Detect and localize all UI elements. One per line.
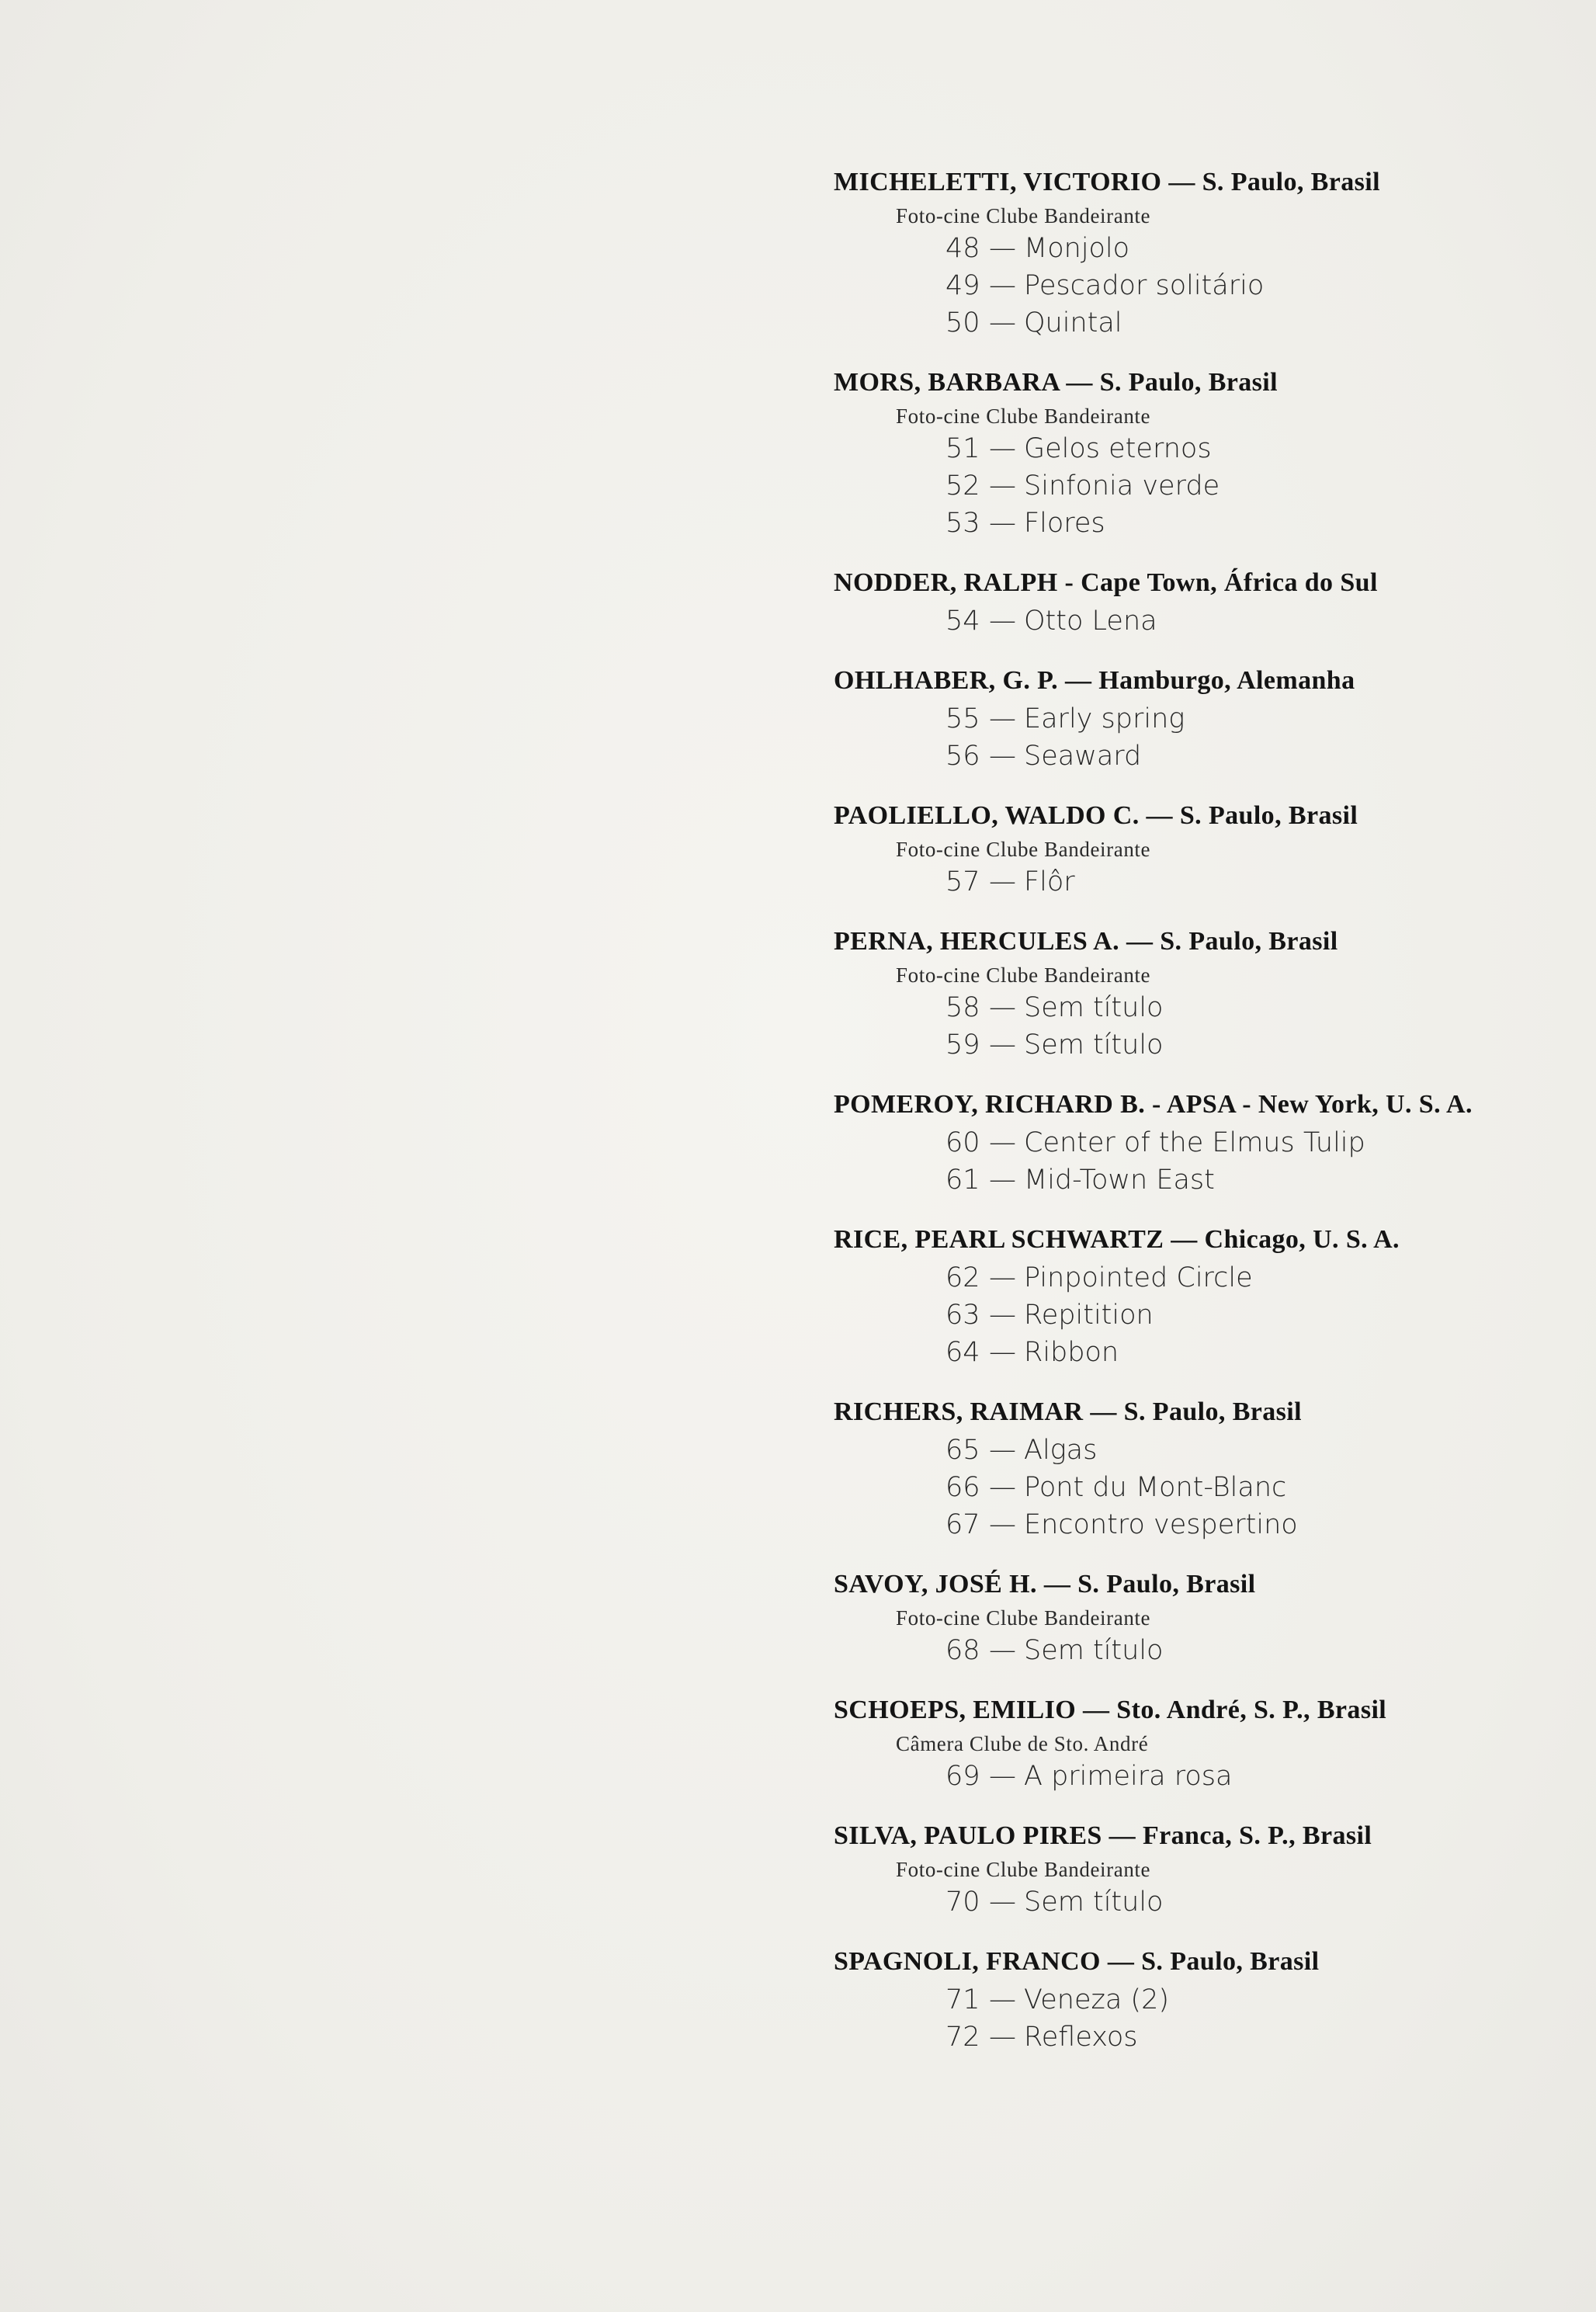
work-number: 62: [945, 1262, 980, 1293]
exhibitor-name: MORS, BARBARA: [834, 368, 1060, 397]
exhibitor-header: [834, 1565, 1517, 1604]
work-item: [945, 1632, 1517, 1669]
work-title: Encontro vespertino: [1024, 1509, 1298, 1540]
exhibitor-header: [834, 1085, 1517, 1124]
separator-dash: —: [989, 703, 1016, 734]
exhibitor-name: NODDER, RALPH: [834, 568, 1058, 597]
separator-dash: —: [989, 433, 1016, 464]
exhibitor-location: — S. Paulo, Brasil: [1146, 801, 1358, 830]
exhibitor-location: — S. Paulo, Brasil: [1107, 1947, 1320, 1976]
club-name: Foto-cine Clube Bandeirante: [896, 838, 1151, 861]
work-number: 49: [945, 270, 980, 301]
works-list: [834, 989, 1517, 1064]
work-number: 70: [945, 1887, 980, 1918]
work-title: Ribbon: [1024, 1337, 1119, 1368]
works-list: [834, 1981, 1517, 2056]
work-item: [945, 1469, 1517, 1506]
work-item: [945, 1506, 1517, 1543]
work-title: Repitition: [1024, 1300, 1154, 1331]
work-item: [945, 738, 1517, 775]
separator-dash: —: [989, 866, 1016, 897]
separator-dash: —: [989, 1635, 1016, 1666]
exhibitor-entry: [834, 1565, 1517, 1669]
exhibitor-location: — S. Paulo, Brasil: [1168, 168, 1380, 196]
work-title: Seaward: [1024, 741, 1142, 772]
exhibitor-location: - Cape Town, África do Sul: [1064, 568, 1378, 597]
exhibitor-entry: [834, 1942, 1517, 2056]
exhibitor-header: [834, 163, 1517, 202]
separator-dash: —: [989, 2022, 1016, 2053]
work-number: 51: [945, 433, 980, 464]
work-title: Pont du Mont-Blanc: [1024, 1472, 1287, 1503]
club-name: Foto-cine Clube Bandeirante: [896, 1606, 1151, 1630]
exhibitor-header: [834, 1942, 1517, 1981]
work-number: 50: [945, 307, 980, 338]
work-title: A primeira rosa: [1024, 1761, 1233, 1792]
separator-dash: —: [989, 1300, 1016, 1331]
work-title: Pescador solitário: [1024, 270, 1265, 301]
work-item: [945, 1334, 1517, 1371]
separator-dash: —: [989, 1127, 1016, 1158]
exhibitor-entry: [834, 363, 1517, 542]
works-list: [834, 1124, 1517, 1199]
work-title: Sem título: [1024, 992, 1164, 1023]
separator-dash: —: [989, 470, 1016, 502]
work-item: [945, 1981, 1517, 2019]
works-list: [834, 230, 1517, 342]
work-title: Sem título: [1024, 1029, 1164, 1061]
work-item: [945, 267, 1517, 304]
work-number: 65: [945, 1435, 980, 1466]
work-title: Sinfonia verde: [1024, 470, 1220, 502]
work-item: [945, 863, 1517, 901]
work-title: Sem título: [1024, 1887, 1164, 1918]
work-number: 63: [945, 1300, 980, 1331]
work-number: 61: [945, 1165, 980, 1196]
exhibitor-name: SCHOEPS, EMILIO: [834, 1696, 1077, 1724]
work-number: 48: [945, 233, 980, 264]
separator-dash: —: [989, 606, 1016, 637]
exhibitor-entry: [834, 922, 1517, 1064]
work-item: [945, 230, 1517, 267]
work-item: [945, 467, 1517, 505]
work-number: 58: [945, 992, 980, 1023]
works-list: [834, 1259, 1517, 1371]
exhibitor-name: OHLHABER, G. P.: [834, 666, 1059, 695]
works-list: [834, 602, 1517, 640]
work-number: 54: [945, 606, 980, 637]
separator-dash: —: [989, 307, 1016, 338]
work-title: Monjolo: [1024, 233, 1130, 264]
separator-dash: —: [989, 1887, 1016, 1918]
works-list: [834, 1758, 1517, 1795]
club-name: Foto-cine Clube Bandeirante: [896, 963, 1151, 987]
work-number: 72: [945, 2022, 980, 2053]
exhibitor-name: PERNA, HERCULES A.: [834, 927, 1120, 956]
work-item: [945, 1297, 1517, 1334]
separator-dash: —: [989, 741, 1016, 772]
work-number: 64: [945, 1337, 980, 1368]
separator-dash: —: [989, 233, 1016, 264]
exhibitor-location: — Franca, S. P., Brasil: [1109, 1821, 1372, 1850]
work-title: Early spring: [1024, 703, 1185, 734]
exhibitor-location: — Sto. André, S. P., Brasil: [1082, 1696, 1387, 1724]
works-list: [834, 1883, 1517, 1921]
exhibitor-location: — S. Paulo, Brasil: [1090, 1397, 1303, 1426]
work-number: 52: [945, 470, 980, 502]
exhibitor-name: MICHELETTI, VICTORIO: [834, 168, 1162, 196]
work-item: [945, 505, 1517, 542]
exhibitor-list: [834, 163, 1517, 2078]
work-item: [945, 1432, 1517, 1469]
exhibitor-entry: [834, 1220, 1517, 1371]
exhibitor-name: SAVOY, JOSÉ H.: [834, 1570, 1037, 1599]
exhibitor-name: SPAGNOLI, FRANCO: [834, 1947, 1101, 1976]
exhibitor-name: SILVA, PAULO PIRES: [834, 1821, 1102, 1850]
work-item: [945, 2019, 1517, 2056]
exhibitor-entry: [834, 1817, 1517, 1921]
exhibitor-name: POMEROY, RICHARD B.: [834, 1090, 1146, 1119]
work-number: 57: [945, 866, 980, 897]
work-number: 53: [945, 508, 980, 539]
exhibitor-location: — Hamburgo, Alemanha: [1064, 666, 1355, 695]
work-title: Veneza (2): [1024, 1984, 1169, 2015]
work-title: Flôr: [1024, 866, 1075, 897]
club-name: Foto-cine Clube Bandeirante: [896, 204, 1151, 227]
club-name: Câmera Clube de Sto. André: [896, 1732, 1149, 1755]
separator-dash: —: [989, 270, 1016, 301]
work-item: [945, 430, 1517, 467]
work-title: Pinpointed Circle: [1024, 1262, 1253, 1293]
exhibitor-location: — Chicago, U. S. A.: [1171, 1225, 1400, 1254]
exhibitor-location: - APSA - New York, U. S. A.: [1152, 1090, 1473, 1119]
exhibitor-entry: [834, 797, 1517, 901]
work-item: [945, 1124, 1517, 1161]
separator-dash: —: [989, 1435, 1016, 1466]
work-item: [945, 1758, 1517, 1795]
work-number: 55: [945, 703, 980, 734]
separator-dash: —: [989, 1337, 1016, 1368]
exhibitor-header: [834, 797, 1517, 835]
separator-dash: —: [989, 1165, 1016, 1196]
work-item: [945, 304, 1517, 342]
works-list: [834, 700, 1517, 775]
work-title: Gelos eternos: [1024, 433, 1212, 464]
works-list: [834, 1432, 1517, 1543]
exhibitor-header: [834, 564, 1517, 602]
work-item: [945, 989, 1517, 1026]
exhibitor-name: PAOLIELLO, WALDO C.: [834, 801, 1140, 830]
exhibitor-location: — S. Paulo, Brasil: [1126, 927, 1338, 956]
exhibitor-entry: [834, 1393, 1517, 1543]
work-number: 56: [945, 741, 980, 772]
club-name: Foto-cine Clube Bandeirante: [896, 404, 1151, 428]
work-title: Algas: [1024, 1435, 1098, 1466]
exhibitor-entry: [834, 163, 1517, 342]
separator-dash: —: [989, 1262, 1016, 1293]
works-list: [834, 1632, 1517, 1669]
work-number: 60: [945, 1127, 980, 1158]
work-item: [945, 1883, 1517, 1921]
work-number: 67: [945, 1509, 980, 1540]
works-list: [834, 430, 1517, 542]
separator-dash: —: [989, 1029, 1016, 1061]
work-number: 68: [945, 1635, 980, 1666]
separator-dash: —: [989, 1761, 1016, 1792]
exhibitor-entry: [834, 661, 1517, 775]
work-title: Otto Lena: [1024, 606, 1157, 637]
separator-dash: —: [989, 1472, 1016, 1503]
exhibitor-header: [834, 922, 1517, 961]
exhibitor-location: — S. Paulo, Brasil: [1043, 1570, 1256, 1599]
exhibitor-entry: [834, 1085, 1517, 1199]
exhibitor-entry: [834, 1691, 1517, 1795]
club-name: Foto-cine Clube Bandeirante: [896, 1858, 1151, 1881]
work-title: Center of the Elmus Tulip: [1024, 1127, 1365, 1158]
work-title: Sem título: [1024, 1635, 1164, 1666]
work-item: [945, 1259, 1517, 1297]
exhibitor-name: RICHERS, RAIMAR: [834, 1397, 1084, 1426]
exhibitor-header: [834, 1817, 1517, 1856]
separator-dash: —: [989, 508, 1016, 539]
work-item: [945, 700, 1517, 738]
work-title: Quintal: [1024, 307, 1122, 338]
exhibitor-header: [834, 363, 1517, 402]
exhibitor-header: [834, 1220, 1517, 1259]
separator-dash: —: [989, 992, 1016, 1023]
work-number: 59: [945, 1029, 980, 1061]
separator-dash: —: [989, 1509, 1016, 1540]
work-number: 71: [945, 1984, 980, 2015]
exhibitor-name: RICE, PEARL SCHWARTZ: [834, 1225, 1164, 1254]
work-item: [945, 1161, 1517, 1199]
work-title: Flores: [1024, 508, 1105, 539]
separator-dash: —: [989, 1984, 1016, 2015]
work-number: 69: [945, 1761, 980, 1792]
work-item: [945, 1026, 1517, 1064]
exhibitor-entry: [834, 564, 1517, 640]
works-list: [834, 863, 1517, 901]
exhibitor-header: [834, 1691, 1517, 1730]
work-item: [945, 602, 1517, 640]
exhibitor-header: [834, 661, 1517, 700]
exhibitor-location: — S. Paulo, Brasil: [1066, 368, 1278, 397]
work-title: Mid-Town East: [1024, 1165, 1215, 1196]
work-number: 66: [945, 1472, 980, 1503]
exhibitor-header: [834, 1393, 1517, 1432]
work-title: Reflexos: [1024, 2022, 1138, 2053]
